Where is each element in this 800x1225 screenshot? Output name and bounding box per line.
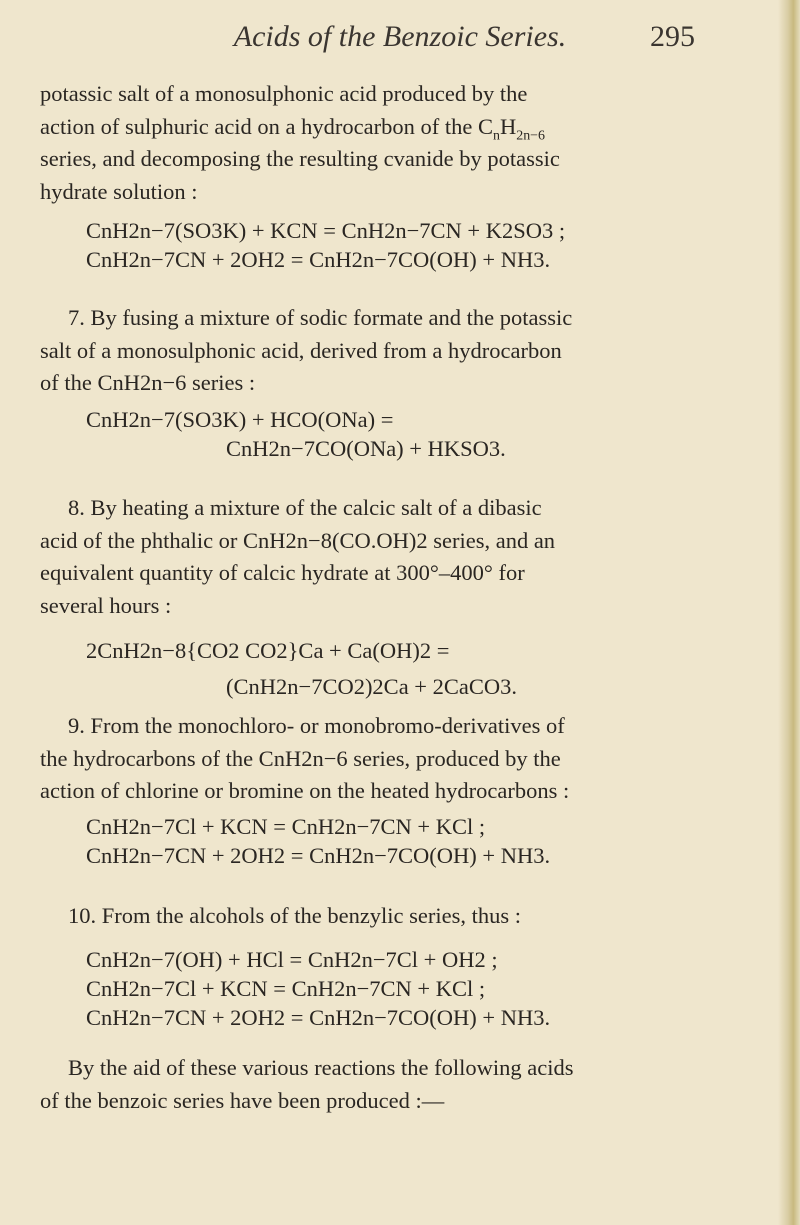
intro-line-4: hydrate solution : (40, 178, 198, 204)
equation: CnH2n−7CO(ONa) + HKSO3. (226, 436, 506, 461)
item-9-equations (40, 812, 756, 870)
equation: CnH2n−7CN + 2OH2 = CnH2n−7CO(OH) + NH3. (86, 1005, 551, 1030)
item-8-line-4: several hours : (40, 592, 172, 618)
intro-line-1: potassic salt of a monosulphonic acid produced by the (40, 81, 528, 106)
equation: CnH2n−7Cl + KCN = CnH2n−7CN + KCl ; (86, 814, 486, 839)
closing-line-2: of the benzoic series have been produced :— (40, 1087, 445, 1113)
item-9-line-1: 9. From the monochloro- or monobromo-derivatives of (68, 713, 565, 738)
item-7-line-2: salt of a monosulphonic acid, derived from a hydrocarbon (40, 337, 562, 363)
item-9-line-3: action of chlorine or bromine on the heated hydrocarbons : (40, 778, 570, 803)
item-10-line-1: 10. From the alcohols of the benzylic series, thus : (68, 903, 522, 928)
intro-paragraph (40, 78, 756, 208)
running-title: Acids of the Benzoic Series. (233, 20, 567, 53)
item-8-line-2: acid of the phthalic or CnH2n−8(CO.OH)2 series, and an (40, 527, 556, 553)
page-number: 295 (650, 20, 695, 53)
item-8-line-3: equivalent quantity of calcic hydrate at 300°–400° for (40, 560, 525, 585)
intro-line-3: series, and decomposing the resulting cvanide by potassic (40, 146, 560, 171)
equation: CnH2n−7CN + 2OH2 = CnH2n−7CO(OH) + NH3. (86, 843, 551, 868)
page-edge (778, 0, 800, 1225)
equation: CnH2n−7Cl + KCN = CnH2n−7CN + KCl ; (86, 976, 486, 1001)
item-7-equations (40, 405, 756, 463)
equation: CnH2n−7CN + 2OH2 = CnH2n−7CO(OH) + NH3. (86, 247, 551, 272)
equation: (CnH2n−7CO2)2Ca + 2CaCO3. (226, 674, 517, 699)
item-8-line-1: 8. By heating a mixture of the calcic salt of a dibasic (68, 495, 542, 520)
intro-line-2: action of sulphuric acid on a hydrocarbon of the $C_nH_{2n-6}$ (40, 113, 545, 143)
item-7 (40, 302, 756, 400)
item-8 (40, 492, 756, 622)
item-7-line-3: of the CnH2n−6 series : (40, 370, 256, 395)
equation: 2CnH2n−8{CO2 CO2}Ca + Ca(OH)2 = (86, 638, 450, 663)
equation: CnH2n−7(SO3K) + HCO(ONa) = (86, 407, 394, 432)
item-9 (40, 710, 756, 808)
equation-block-a (40, 216, 756, 274)
item-8-equations (40, 630, 756, 701)
closing-paragraph (40, 1052, 756, 1117)
item-10 (40, 900, 756, 933)
item-7-line-1: 7. By fusing a mixture of sodic formate and the potassic (68, 305, 573, 330)
equation: CnH2n−7(OH) + HCl = CnH2n−7Cl + OH2 ; (86, 947, 498, 972)
item-10-equations (40, 945, 756, 1032)
equation: CnH2n−7(SO3K) + KCN = CnH2n−7CN + K2SO3 ; (86, 218, 566, 243)
item-9-line-2: the hydrocarbons of the CnH2n−6 series, produced by the (40, 745, 561, 771)
closing-line-1: By the aid of these various reactions the following acids (68, 1055, 574, 1080)
